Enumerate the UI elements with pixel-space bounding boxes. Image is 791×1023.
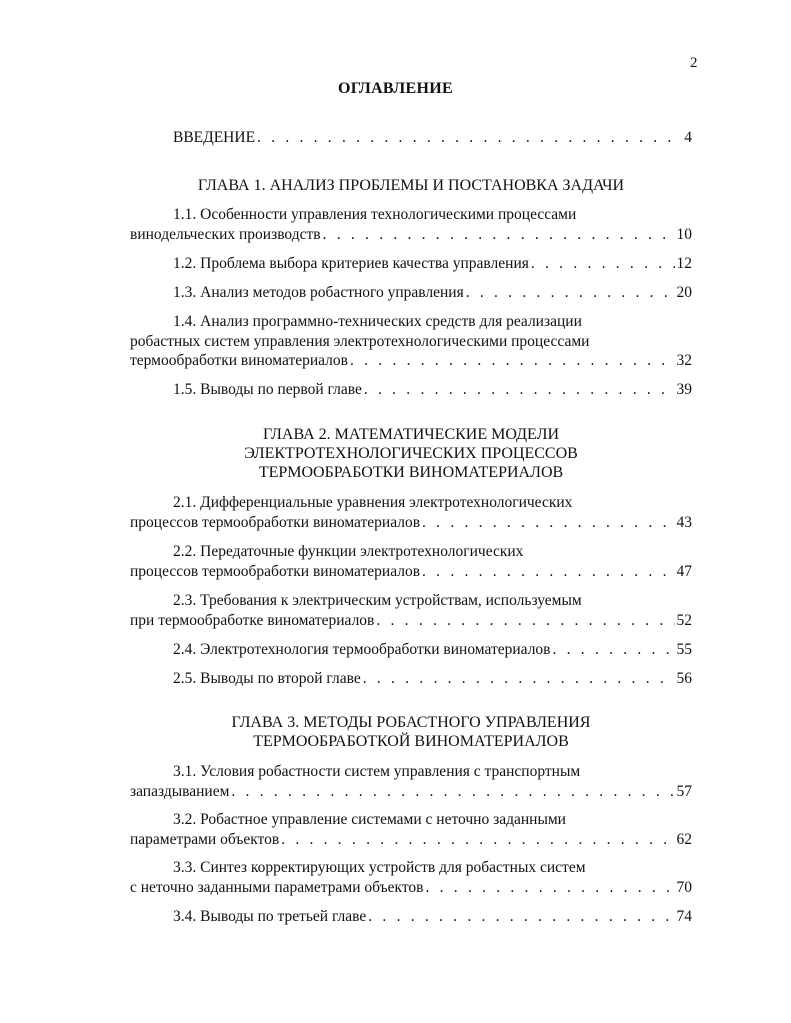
toc-entry-text: процессов термообработки виноматериалов (130, 562, 421, 580)
toc-entry-row (130, 669, 692, 689)
dot-leader (426, 878, 675, 898)
dot-leader (422, 513, 674, 533)
chapter-heading-line: ГЛАВА 1. АНАЛИЗ ПРОБЛЕМЫ И ПОСТАНОВКА ЗАДАЧИ (197, 177, 625, 194)
toc-entry-row (130, 513, 692, 533)
dot-leader (257, 128, 682, 148)
toc-entry-row (130, 351, 692, 371)
toc-entry-text: 2.4. Электротехнология термообработки виноматериалов (173, 641, 551, 658)
toc-entry-1-1[interactable] (130, 205, 692, 244)
toc-entry-text: 1.1. Особенности управления технологическими процессами (173, 206, 577, 223)
toc-entry-3-3[interactable] (130, 858, 692, 897)
toc-entry-text: винодельческих производств (130, 225, 321, 243)
chapter-3-heading (130, 713, 692, 751)
toc-entry-text: 1.3. Анализ методов робастного управления (173, 284, 464, 301)
toc-page-number: 56 (676, 670, 692, 687)
toc-page-number: 52 (676, 611, 692, 629)
toc-entry-2-1[interactable] (130, 493, 692, 532)
toc-entry-2-3[interactable] (130, 591, 692, 630)
toc-entry-text: 2.2. Передаточные функции электротехнологических (173, 543, 524, 560)
toc-page-number: 4 (684, 129, 692, 146)
dot-leader (553, 640, 675, 660)
dot-leader (350, 351, 675, 371)
toc-page-number: 12 (676, 255, 692, 272)
toc-entry-row (130, 830, 692, 850)
toc-entry-text: 3.3. Синтез корректирующих устройств для робастных систем (173, 859, 586, 876)
toc-page-number: 62 (676, 830, 692, 848)
toc-page-number: 74 (676, 908, 692, 925)
toc-entry-row (130, 611, 692, 631)
toc-entry-1-4[interactable] (130, 312, 692, 371)
toc-entry-text: процессов термообработки виноматериалов (130, 513, 421, 531)
dot-leader (376, 611, 674, 631)
toc-entry-text: 2.3. Требования к электрическим устройствам, используемым (173, 592, 582, 609)
toc-page-number: 43 (676, 513, 692, 531)
toc-entry-row (130, 878, 692, 898)
toc-page-number: 20 (676, 284, 692, 301)
toc-entry-text: робастных систем управления электротехнологическими процессами (130, 332, 590, 350)
chapter-heading-line: ГЛАВА 3. МЕТОДЫ РОБАСТНОГО УПРАВЛЕНИЯ (231, 714, 591, 731)
toc-entry-2-4[interactable] (130, 640, 692, 660)
toc-entry-text: 1.5. Выводы по первой главе (173, 381, 362, 398)
toc-entry-text: 3.2. Робастное управление системами с неточно заданными (173, 811, 566, 828)
toc-entry-3-2[interactable] (130, 810, 692, 849)
dot-leader (231, 782, 674, 802)
toc-entry-row (130, 283, 692, 303)
toc-entry-row (130, 907, 692, 927)
toc-entry-text: запаздыванием (130, 782, 230, 800)
toc-entry-text: с неточно заданными параметрами объектов (130, 878, 424, 896)
toc-entry-row (130, 562, 692, 582)
toc-entry-text: 2.1. Дифференциальные уравнения электротехнологических (173, 494, 573, 511)
toc-page-number: 57 (676, 782, 692, 800)
toc-entry-row (130, 254, 692, 274)
toc-entry-1-3[interactable] (130, 283, 692, 303)
toc-entry-text: 3.1. Условия робастности систем управления с транспортным (173, 763, 581, 780)
toc-entry-row (130, 782, 692, 802)
toc-entry-intro[interactable] (130, 128, 692, 148)
chapter-heading-line: ЭЛЕКТРОТЕХНОЛОГИЧЕСКИХ ПРОЦЕССОВ (244, 445, 578, 462)
chapter-2-heading (130, 425, 692, 482)
toc-page-number: 10 (676, 225, 692, 243)
toc-entry-text: термообработки виноматериалов (130, 352, 348, 369)
toc-entry-text: 2.5. Выводы по второй главе (173, 670, 361, 687)
chapter-heading-line: ГЛАВА 2. МАТЕМАТИЧЕСКИЕ МОДЕЛИ (262, 426, 559, 443)
dot-leader (531, 254, 675, 274)
toc-entry-row (130, 640, 692, 660)
toc-entry-text: при термообработке виноматериалов (130, 611, 375, 629)
chapter-heading-line: ТЕРМООБРАБОТКИ ВИНОМАТЕРИАЛОВ (258, 464, 564, 481)
dot-leader (364, 380, 675, 400)
toc-entry-2-5[interactable] (130, 669, 692, 689)
toc-entry-text: 1.4. Анализ программно-технических средств для реализации (173, 313, 582, 330)
toc-entry-3-4[interactable] (130, 907, 692, 927)
toc-page-number: 47 (676, 562, 692, 580)
page-number: 2 (690, 55, 698, 71)
toc-entry-3-1[interactable] (130, 762, 692, 801)
toc-entry-text: 1.2. Проблема выбора критериев качества управления (173, 255, 529, 272)
toc-entry-text: 3.4. Выводы по третьей главе (173, 908, 367, 925)
toc-page-number: 32 (676, 352, 692, 369)
dot-leader (466, 283, 675, 303)
page-title: ОГЛАВЛЕНИЕ (338, 80, 453, 97)
chapter-1-heading (130, 176, 692, 195)
toc-entry-2-2[interactable] (130, 542, 692, 581)
chapter-heading-line: ТЕРМООБРАБОТКОЙ ВИНОМАТЕРИАЛОВ (253, 733, 569, 750)
dot-leader (422, 562, 674, 582)
toc-page-number: 55 (676, 641, 692, 658)
dot-leader (363, 669, 675, 689)
dot-leader (323, 225, 675, 245)
toc-entry-1-2[interactable] (130, 254, 692, 274)
toc-entry-1-5[interactable] (130, 380, 692, 400)
dot-leader (368, 907, 674, 927)
toc-entry-text: ВВЕДЕНИЕ (173, 129, 256, 146)
toc-page-number: 70 (676, 878, 692, 896)
toc-entry-text: параметрами объектов (130, 830, 280, 848)
toc-entry-row (130, 128, 692, 148)
toc-entry-row (130, 225, 692, 245)
toc-entry-row (130, 380, 692, 400)
dot-leader (281, 830, 674, 850)
toc-page-number: 39 (676, 381, 692, 398)
